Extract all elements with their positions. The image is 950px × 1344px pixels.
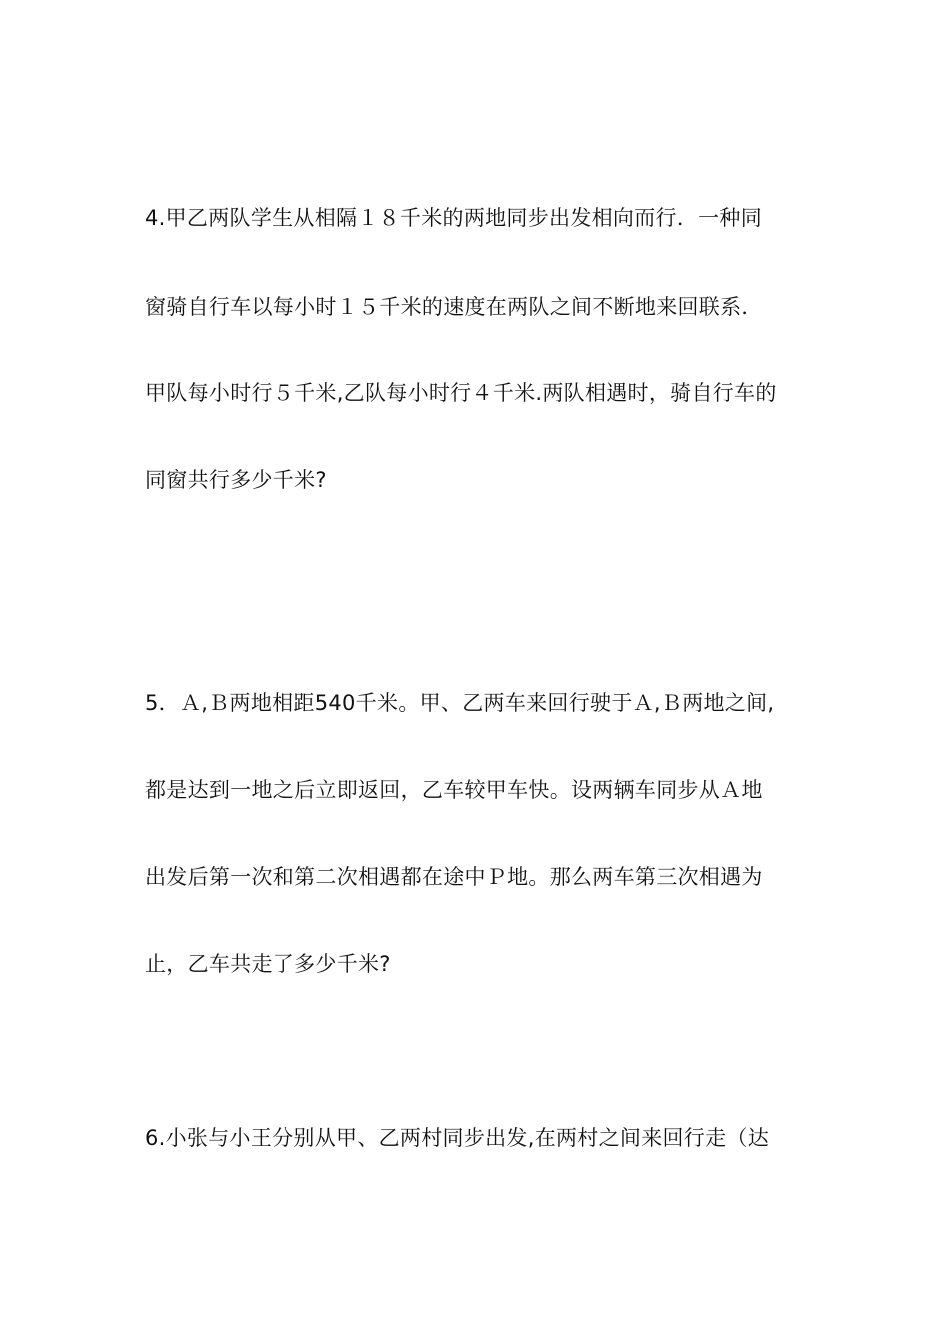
problem-4-line-3: 甲队每小时行５千米,乙队每小时行４千米.两队相遇时，骑自行车的: [145, 381, 777, 405]
problem-5-line-2: 都是达到一地之后立即返回，乙车较甲车快。设两辆车同步从Ａ地: [145, 778, 763, 802]
problem-4-line-1: 4.甲乙两队学生从相隔１８千米的两地同步出发相向而行．一种同: [145, 206, 763, 230]
problem-5-line-3: 出发后第一次和第二次相遇都在途中Ｐ地。那么两车第三次相遇为: [145, 865, 763, 889]
problem-5-line-4: 止，乙车共走了多少千米?: [145, 952, 391, 976]
problem-5-line-1: 5．Ａ,Ｂ两地相距540千米。甲、乙两车来回行驶于Ａ,Ｂ两地之间,: [145, 691, 775, 715]
problem-4-line-4: 同窗共行多少千米?: [145, 468, 327, 492]
problem-4-line-2: 窗骑自行车以每小时１５千米的速度在两队之间不断地来回联系．: [145, 295, 763, 319]
problem-6-line-1: 6.小张与小王分别从甲、乙两村同步出发,在两村之间来回行走（达: [145, 1126, 770, 1150]
